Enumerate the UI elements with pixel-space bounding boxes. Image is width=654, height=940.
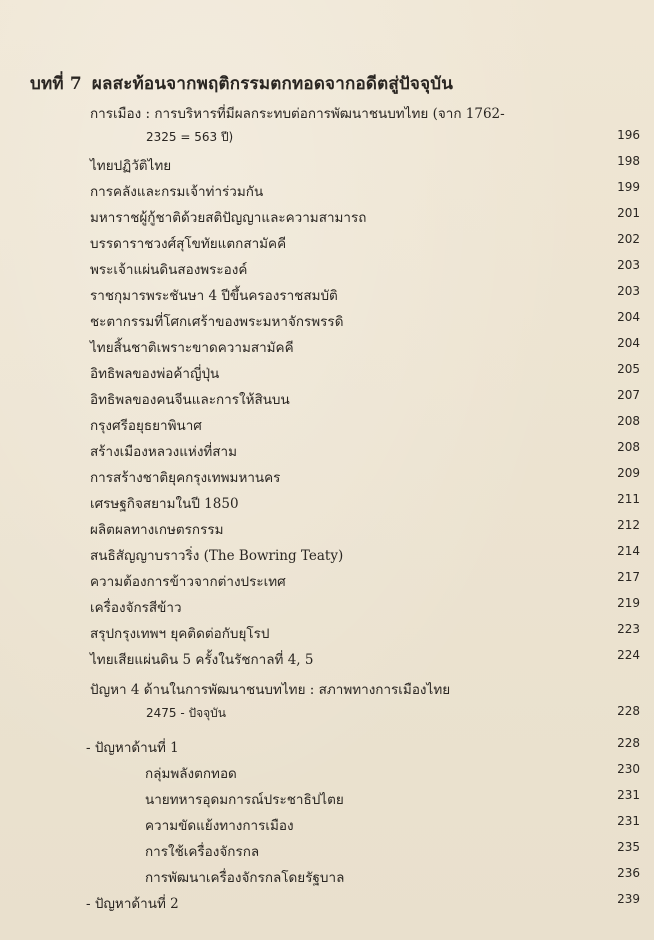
toc-entry [0, 892, 654, 914]
toc-entry [0, 258, 654, 280]
toc-entry-page: 202 [617, 232, 640, 246]
toc-entry-title: - ปัญหาด้านที่ 2 [86, 896, 179, 912]
toc-entry-title: การใช้เครื่องจักรกล [145, 844, 260, 860]
toc-entry-title: กรุงศรีอยุธยาพินาศ [90, 418, 202, 434]
chapter-label: บทที่ [30, 74, 64, 94]
toc-entry [0, 102, 654, 124]
toc-entry-title: มหาราชผู้กู้ชาติด้วยสติปัญญาและความสามารถ [90, 210, 367, 226]
toc-entry [0, 544, 654, 566]
toc-entry [0, 180, 654, 202]
toc-entry-title: ไทยสิ้นชาติเพราะขาดความสามัคคี [90, 340, 294, 356]
toc-entry-title: ผลิตผลทางเกษตรกรรม [90, 522, 224, 538]
toc-entry [0, 128, 654, 150]
toc-entry-page: 208 [617, 414, 640, 428]
toc-entry [0, 518, 654, 540]
toc-entry-page: 235 [617, 840, 640, 854]
chapter-heading [30, 70, 453, 97]
toc-entry [0, 762, 654, 784]
toc-entry [0, 678, 654, 700]
toc-entry-page: 223 [617, 622, 640, 636]
toc-entry-title: กลุ่มพลังตกทอด [145, 766, 237, 782]
toc-entry-page: 198 [617, 154, 640, 168]
toc-entry-title: พระเจ้าแผ่นดินสองพระองค์ [90, 262, 248, 278]
toc-entry-page: 211 [617, 492, 640, 506]
toc-entry-page: 231 [617, 788, 640, 802]
chapter-title: ผลสะท้อนจากพฤติกรรมตกทอดจากอดีตสู่ปัจจุบัน [91, 74, 454, 94]
toc-entry-title: ไทยปฏิวัติไทย [90, 158, 172, 174]
toc-entry-title: สร้างเมืองหลวงแห่งที่สาม [90, 444, 238, 460]
toc-entry [0, 788, 654, 810]
toc-entry-page: 203 [617, 258, 640, 272]
toc-entry-title: ราชกุมารพระชันษา 4 ปีขึ้นครองราชสมบัติ [90, 288, 338, 304]
toc-entry [0, 596, 654, 618]
toc-entry [0, 440, 654, 462]
toc-entry-page: 204 [617, 310, 640, 324]
toc-entry-title: ความขัดแย้งทางการเมือง [145, 818, 294, 834]
toc-entry-page: 228 [617, 736, 640, 750]
toc-entry-title: 2475 - ปัจจุบัน [146, 706, 226, 720]
toc-entry-title: เศรษฐกิจสยามในปี 1850 [90, 496, 239, 512]
toc-entry-page: 209 [617, 466, 640, 480]
toc-entry-title: การคลังและกรมเจ้าท่าร่วมกัน [90, 184, 264, 200]
toc-entry [0, 492, 654, 514]
toc-entry-page: 205 [617, 362, 640, 376]
toc-entry-title: สนธิสัญญาบราวริ่ง (The Bowring Teaty) [90, 548, 344, 564]
toc-entry-title: ไทยเสียแผ่นดิน 5 ครั้งในรัชกาลที่ 4, 5 [90, 652, 314, 668]
toc-entry [0, 388, 654, 410]
toc-entry [0, 154, 654, 176]
toc-entry-title: การเมือง : การบริหารที่มีผลกระทบต่อการพัฒนาชนบทไทย (จาก 1762- [90, 106, 505, 122]
toc-entry [0, 866, 654, 888]
toc-entry [0, 648, 654, 670]
chapter-number: 7 [69, 74, 82, 94]
toc-entry-title: เครื่องจักรสีข้าว [90, 600, 182, 616]
toc-entry-title: อิทธิพลของพ่อค้าญี่ปุ่น [90, 366, 220, 382]
toc-entry-page: 224 [617, 648, 640, 662]
toc-entry [0, 362, 654, 384]
toc-entry [0, 570, 654, 592]
toc-entry-page: 212 [617, 518, 640, 532]
toc-entry [0, 414, 654, 436]
toc-entry [0, 704, 654, 726]
toc-entry-title: การสร้างชาติยุคกรุงเทพมหานคร [90, 470, 281, 486]
toc-entry-page: 230 [617, 762, 640, 776]
toc-entry-title: - ปัญหาด้านที่ 1 [86, 740, 179, 756]
toc-entry-title: การพัฒนาเครื่องจักรกลโดยรัฐบาล [145, 870, 345, 886]
toc-entry-page: 208 [617, 440, 640, 454]
toc-entry [0, 232, 654, 254]
toc-entry-page: 203 [617, 284, 640, 298]
toc-entry [0, 206, 654, 228]
toc-entry-title: 2325 = 563 ปี) [146, 130, 234, 144]
toc-entry-page: 236 [617, 866, 640, 880]
toc-entry-page: 196 [617, 128, 640, 142]
toc-entry-page: 239 [617, 892, 640, 906]
toc-entry-title: อิทธิพลของคนจีนและการให้สินบน [90, 392, 290, 408]
toc-entry-page: 201 [617, 206, 640, 220]
toc-entry-page: 199 [617, 180, 640, 194]
toc-entry-title: ความต้องการข้าวจากต่างประเทศ [90, 574, 286, 590]
toc-entry [0, 310, 654, 332]
toc-entry [0, 840, 654, 862]
toc-entry-title: ชะตากรรมที่โศกเศร้าของพระมหาจักรพรรดิ [90, 314, 344, 330]
toc-entry-page: 204 [617, 336, 640, 350]
toc-entry [0, 466, 654, 488]
toc-entry [0, 284, 654, 306]
toc-entry-page: 219 [617, 596, 640, 610]
toc-entry-page: 231 [617, 814, 640, 828]
toc-entry-page: 207 [617, 388, 640, 402]
toc-entry-title: สรุปกรุงเทพฯ ยุคติดต่อกับยุโรป [90, 626, 270, 642]
toc-entry [0, 736, 654, 758]
toc-entry-page: 217 [617, 570, 640, 584]
toc-entry-page: 228 [617, 704, 640, 718]
toc-entry-page: 214 [617, 544, 640, 558]
toc-entry [0, 336, 654, 358]
toc-entry-title: บรรดาราชวงศ์สุโขทัยแตกสามัคคี [90, 236, 287, 252]
toc-entry-title: นายทหารอุดมการณ์ประชาธิปไตย [145, 792, 344, 808]
toc-entry [0, 814, 654, 836]
toc-entry [0, 622, 654, 644]
toc-entry-title: ปัญหา 4 ด้านในการพัฒนาชนบทไทย : สภาพทางการเมืองไทย [90, 682, 451, 698]
